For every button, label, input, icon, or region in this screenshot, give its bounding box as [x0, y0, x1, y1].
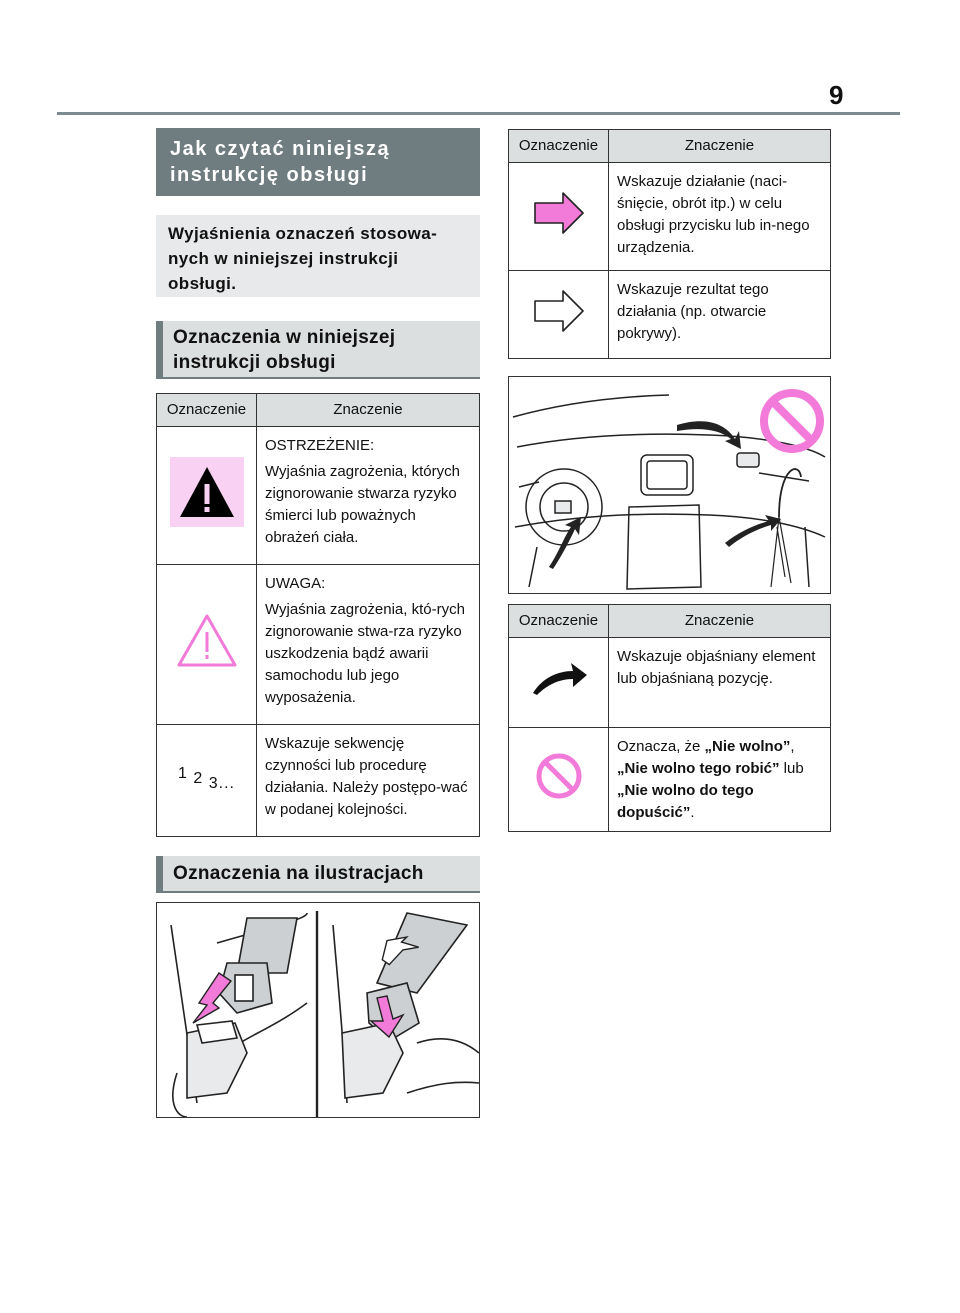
column-header-symbol: Oznaczenie: [509, 605, 609, 638]
action-arrow-icon: [531, 189, 587, 237]
warning-title: OSTRZEŻENIE:: [265, 437, 375, 454]
column-header-meaning: Znaczenie: [257, 394, 480, 427]
symbol-cell: [509, 163, 609, 271]
header-rule: [57, 112, 900, 115]
meaning-cell: [257, 725, 480, 837]
meaning-cell: [609, 271, 831, 359]
symbol-cell: [509, 638, 609, 728]
prohibition-text: Oznacza, że „Nie wolno”, „Nie wolno tego robić” lub „Nie wolno do tego dopuścić”.: [617, 738, 804, 821]
warning-text: Wyjaśnia zagrożenia, których zignorowanie stwarza ryzyko śmierci lub poważnych obrażeń ciała.: [265, 463, 460, 546]
table-row: [509, 638, 831, 728]
caution-icon: [175, 612, 239, 670]
sequence-text: Wskazuje sekwencję czynności lub procedurę działania. Należy postępo-wać w podanej kolejności.: [265, 735, 468, 818]
pointer-arrow-icon: [529, 659, 589, 699]
table-row: [509, 271, 831, 359]
warning-icon: [170, 457, 244, 527]
chapter-title: Jak czytać niniejszą instrukcję obsługi: [156, 128, 480, 196]
table-row: [157, 565, 480, 725]
notice-title: UWAGA:: [265, 575, 326, 592]
symbol-cell: [509, 271, 609, 359]
result-arrow-icon: [531, 287, 587, 335]
symbols-table: [156, 393, 480, 837]
prohibition-sign: [764, 393, 820, 449]
seatbelt-illustration: [156, 902, 480, 1118]
symbol-cell: [509, 728, 609, 832]
page-number: 9: [829, 80, 844, 110]
table-row: [157, 427, 480, 565]
meaning-cell: [609, 163, 831, 271]
meaning-cell: [257, 565, 480, 725]
result-text: Wskazuje rezultat tego działania (np. otwarcie pokrywy).: [617, 281, 769, 342]
action-text: Wskazuje działanie (naci-śnięcie, obrót itp.) w celu obsługi przycisku lub in-nego urządzenia.: [617, 173, 810, 256]
column-header-symbol: Oznaczenie: [157, 394, 257, 427]
notice-text: Wyjaśnia zagrożenia, któ-rych zignorowanie stwa-rza ryzyko uszkodzenia bądź awarii samochodu lub jego wyposażenia.: [265, 601, 465, 706]
illustration-symbols-table: [508, 604, 831, 832]
table-row: [509, 728, 831, 832]
symbol-cell: [157, 427, 257, 565]
intro-box: Wyjaśnienia oznaczeń stosowa-nych w niniejszej instrukcji obsługi.: [156, 215, 480, 297]
sequence-symbol: 1 2 3...: [178, 764, 235, 792]
section-heading-symbols: Oznaczenia w niniejszej instrukcji obsługi: [156, 321, 480, 379]
dashboard-drawing: [509, 377, 830, 593]
meaning-cell: [609, 728, 831, 832]
symbol-cell: [157, 725, 257, 837]
meaning-cell: [257, 427, 480, 565]
dashboard-illustration: [508, 376, 831, 594]
prohibition-icon: [534, 751, 584, 801]
symbol-cell: [157, 565, 257, 725]
seatbelt-drawing: [157, 903, 479, 1117]
column-header-meaning: Znaczenie: [609, 130, 831, 163]
pointer-text: Wskazuje objaśniany element lub objaśnianą pozycję.: [617, 648, 816, 687]
meaning-cell: [609, 638, 831, 728]
column-header-meaning: Znaczenie: [609, 605, 831, 638]
column-header-symbol: Oznaczenie: [509, 130, 609, 163]
table-row: [157, 725, 480, 837]
section-heading-illustrations: Oznaczenia na ilustracjach: [156, 856, 480, 893]
arrows-table: [508, 129, 831, 359]
table-row: [509, 163, 831, 271]
